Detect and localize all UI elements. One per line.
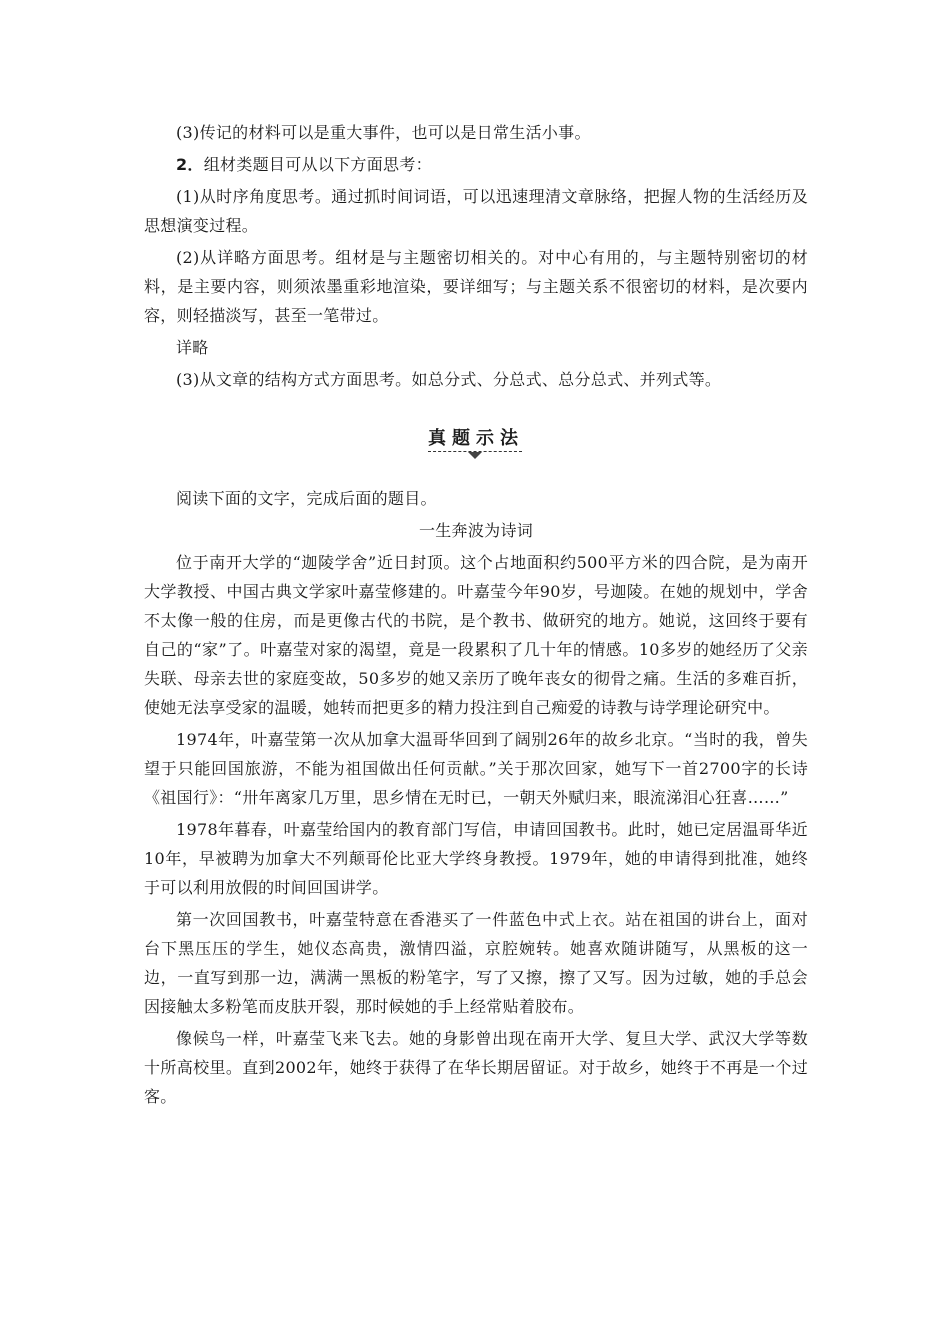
article-title: 一生奔波为诗词 <box>418 521 534 540</box>
paragraph-point-2 <box>144 150 808 179</box>
point-number: 2． <box>176 155 204 174</box>
article-paragraph: 1978年暮春，叶嘉莹给国内的教育部门写信，申请回国教书。此时，她已定居温哥华近10年，早被聘为加拿大不列颠哥伦比亚大学终身教授。1979年，她的申请得到批准，她终于可以利用放假的时间回国讲学。 <box>144 820 808 897</box>
paragraph-structure: (3)从文章的结构方式方面思考。如总分式、分总式、总分总式、并列式等。 <box>176 370 722 389</box>
paragraph-label-detail: 详略 <box>176 338 209 357</box>
article-paragraph: 1974年，叶嘉莹第一次从加拿大温哥华回到了阔别26年的故乡北京。“当时的我，曾失望于只能回国旅游，不能为祖国做出任何贡献。”关于那次回家，她写下一首2700字的长诗《祖国行》：“卅年离家几万里，思乡情在无时已，一朝天外赋归来，眼流涕泪心狂喜……” <box>144 730 808 807</box>
paragraph-material-3: (3)传记的材料可以是重大事件，也可以是日常生活小事。 <box>176 123 591 142</box>
article-paragraph: 像候鸟一样，叶嘉莹飞来飞去。她的身影曾出现在南开大学、复旦大学、武汉大学等数十所高校里。直到2002年，她终于获得了在华长期居留证。对于故乡，她终于不再是一个过客。 <box>144 1029 808 1106</box>
paragraph-sequence: (1)从时序角度思考。通过抓时间词语，可以迅速理清文章脉络，把握人物的生活经历及思想演变过程。 <box>144 187 808 235</box>
section-heading <box>144 424 808 464</box>
triangle-down-icon <box>468 452 482 459</box>
section-title: 真题示法 <box>428 428 524 449</box>
point-text: 组材类题目可从以下方面思考： <box>203 155 432 174</box>
article-paragraph: 位于南开大学的“迦陵学舍”近日封顶。这个占地面积约500平方米的四合院，是为南开大学教授、中国古典文学家叶嘉莹修建的。叶嘉莹今年90岁，号迦陵。在她的规划中，学舍不太像一般的住房，而是更像古代的书院，是个教书、做研究的地方。她说，这回终于要有自己的“家”了。叶嘉莹对家的渴望，竟是一段累积了几十年的情感。10多岁的她经历了父亲失联、母亲去世的家庭变故，50多岁的她又亲历了晚年丧女的彻骨之痛。生活的多难百折，使她无法享受家的温暖，她转而把更多的精力投注到自己痴爱的诗教与诗学理论研究中。 <box>144 553 808 717</box>
article-paragraph: 第一次回国教书，叶嘉莹特意在香港买了一件蓝色中式上衣。站在祖国的讲台上，面对台下黑压压的学生，她仪态高贵，激情四溢，京腔婉转。她喜欢随讲随写，从黑板的这一边，一直写到那一边，满满一黑板的粉笔字，写了又擦，擦了又写。因为过敏，她的手总会因接触太多粉笔而皮肤开裂，那时候她的手上经常贴着胶布。 <box>144 910 808 1016</box>
reading-instruction: 阅读下面的文字，完成后面的题目。 <box>176 489 437 508</box>
document-page <box>144 118 808 1114</box>
paragraph-detail: (2)从详略方面思考。组材是与主题密切相关的。对中心有用的，与主题特别密切的材料，是主要内容，则须浓墨重彩地渲染，要详细写；与主题关系不很密切的材料，是次要内容，则轻描淡写，甚至一笔带过。 <box>144 248 808 325</box>
